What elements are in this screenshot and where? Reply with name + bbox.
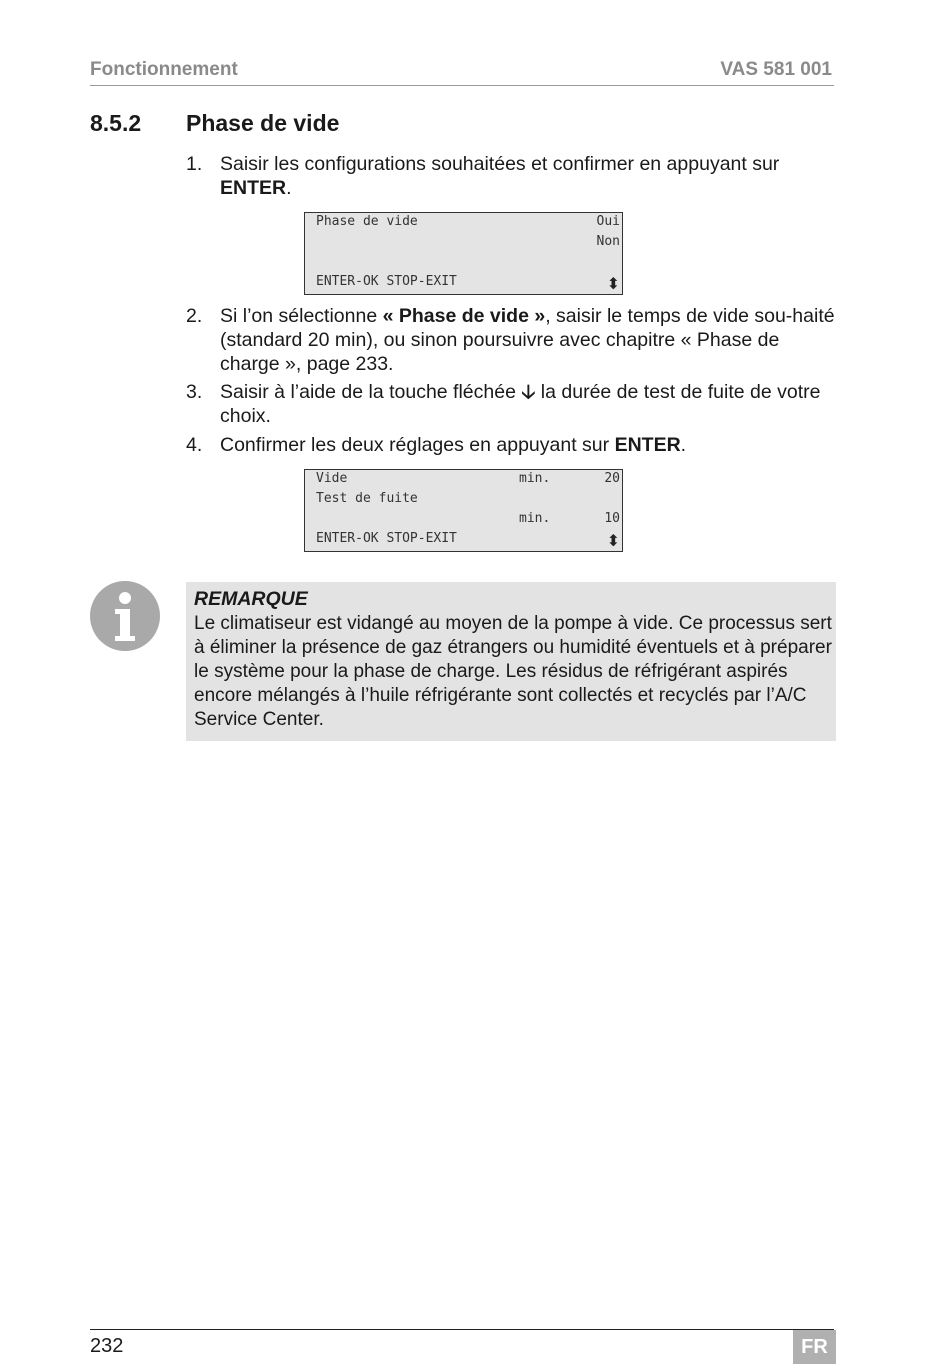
step-text: Saisir à l’aide de la touche fléchée 🡣 la durée de test de fuite de votre choix. — [220, 381, 821, 427]
section-number: 8.5.2 — [90, 110, 142, 136]
display-screen-1 — [304, 212, 623, 295]
step-text: Si l’on sélectionne « Phase de vide », saisir le temps de vide sou-haité (standard 20 min), ou sinon poursuivre avec chapitre « Phase de charge », page 233. — [220, 305, 835, 375]
display-unit: min. — [519, 471, 551, 486]
step-number: 1. — [186, 153, 203, 175]
display-footer: ENTER-OK STOP-EXIT — [316, 274, 457, 289]
step-number: 3. — [186, 381, 203, 403]
step-number: 4. — [186, 434, 203, 456]
display-option-no: Non — [596, 234, 620, 249]
display-label: Vide — [316, 471, 348, 486]
step-text: Confirmer les deux réglages en appuyant sur ENTER. — [220, 434, 687, 456]
step-3 — [186, 380, 836, 428]
header-product: VAS 581 001 — [720, 59, 832, 80]
display-footer: ENTER-OK STOP-EXIT — [316, 531, 457, 546]
display-value: 20 — [604, 471, 620, 486]
up-down-arrow-icon: ⬍ — [606, 531, 620, 550]
display-label: Test de fuite — [316, 491, 418, 506]
info-icon — [90, 581, 160, 651]
note-body: Le climatiseur est vidangé au moyen de la pompe à vide. Ce processus sert à éliminer la présence de gaz étrangers ou humidité éventuels et à préparer le système pour la phase de charge. Les résidus de réfrigérant aspirés encore mélangés à l’huile réfrigérante sont collectés et recyclés par l’A/C Service Center. — [194, 613, 832, 730]
footer-rule — [90, 1329, 834, 1330]
display-screen-2 — [304, 469, 623, 552]
note-box — [186, 582, 836, 741]
step-number: 2. — [186, 305, 203, 327]
display-unit: min. — [519, 511, 551, 526]
step-text: Saisir les configurations souhaitées et confirmer en appuyant sur ENTER. — [220, 153, 780, 199]
page-header — [90, 59, 834, 86]
page-number: 232 — [90, 1335, 124, 1357]
up-down-arrow-icon: ⬍ — [606, 274, 620, 293]
section-title: Phase de vide — [186, 110, 340, 136]
display-option-yes: Oui — [596, 214, 620, 229]
header-chapter: Fonctionnement — [90, 59, 238, 80]
note-title: REMARQUE — [194, 588, 308, 610]
display-label: Phase de vide — [316, 214, 418, 229]
language-badge: FR — [793, 1330, 836, 1364]
step-1 — [186, 152, 836, 200]
step-2 — [186, 304, 836, 376]
display-value: 10 — [604, 511, 620, 526]
down-arrow-icon: 🡣 — [521, 381, 536, 403]
step-4 — [186, 433, 836, 457]
